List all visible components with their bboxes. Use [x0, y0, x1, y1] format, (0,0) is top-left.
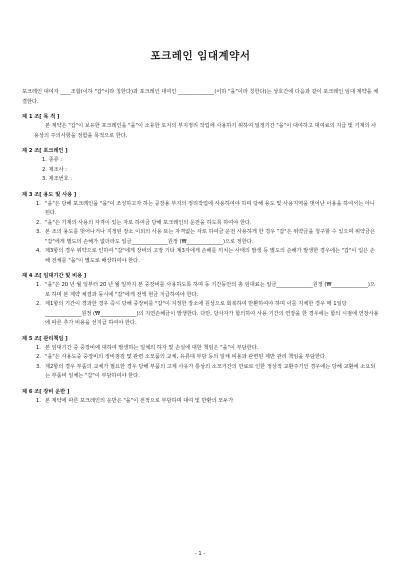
item-number: 1. — [36, 282, 41, 288]
list-item — [22, 397, 379, 407]
item-number: 1. — [36, 397, 41, 404]
page-number: - 1 - — [194, 551, 206, 557]
list-item — [22, 363, 379, 382]
article-4-heading: 제 4 조[ 임대기간 및 비용 ] — [22, 273, 87, 279]
equipment-manufacturer: 2. 제조사 : — [42, 166, 68, 173]
article-3-heading: 제 3 조[ 용도 및 사용 ] — [22, 191, 77, 198]
article-2-heading: 제 2 조[ 포크레인 ] — [22, 148, 68, 154]
article-6-heading: 제 6 조[ 장비 운반 ] — [22, 388, 70, 395]
item-text: 제1항의 기간이 경과한 경우 즉시 당해 중장비를 "갑"이 지정한 장소에 원상으로 회복하여 반환하여야 하며 이를 지체한 경우 매 1일당______________원정 (₩______________)의 지연손해금이 발생한다. 다만, 당사자가 합의하여 사용 기간의 연장을 한 경우에는 합의 시점에 연장사용에 따른 추가 비용을 선지급 하여야 한다. — [45, 301, 379, 326]
item-number: 1. — [36, 344, 41, 351]
item-number: 1. — [36, 200, 41, 207]
item-text: 제2항의 경우 부품의 교체가 필요한 경우 당해 부품의 고제 사유가 통상의 소모기간의 만료로 인한 정상적 교환주기인 경우에는 당해 교환에 소요되는 부품비 일체는 "갑"이 부담하여야 한다. — [45, 363, 376, 379]
item-text: "을"은 사용도중 중장비의 정비점검 및 관련 소모품의 교체, 유류대 부담 등의 일체 비용과 관련된 제반 관리 책임을 부담한다. — [45, 354, 327, 360]
article-1 — [22, 113, 379, 141]
article-5 — [22, 335, 379, 382]
item-number: 4. — [36, 248, 41, 254]
item-text: "을"은 20 년 월 일부터 20 년 월 일까지 본 중장비를 사용하도록 하며 동 기간동안의 총 임대료는 일금______________원정 (₩______________)으로 하며 본 계약 체결과 동시에 "갑"에게 전액 현금 지급하여야 한다. — [45, 282, 375, 298]
list-item — [22, 300, 379, 329]
list-item — [22, 219, 379, 229]
item-text: "을"은 기계의 사용의 자격이 있는 자로 하여금 당해 포크레인의 운전을 하도록 하여야 한다. — [45, 219, 252, 226]
article-5-heading: 제 5 조[ 관리책임 ] — [22, 335, 68, 342]
article-6 — [22, 388, 379, 407]
item-number: 2. — [36, 219, 41, 226]
list-item — [22, 353, 379, 363]
list-item — [22, 200, 379, 219]
list-item — [22, 344, 379, 354]
intro-paragraph: 포크레인 대여자 ____조합(이하 "갑"이라 칭한다)과 포크레인 대여인 ______________(이하 "을"이라 칭한다)는 상호간에 다음과 같이 포크레인 임대 계약을 체결한다. — [22, 89, 379, 105]
article-3 — [22, 191, 379, 267]
article-1-body: 본 계약은 "갑"이 보유한 포크레인을 "을"이 소유한 토지의 부지정리 작업에 사용하기 위하여 일정기간 "을"이 대여하고 대여료의 지급 및 기계의 사용상의 주의사항을 정함을 목적으로 한다. — [34, 123, 377, 139]
item-text: 제3항의 경우 위약으로 인하여 "갑"에게 장비의 고장 기타 제3자에게 손해를 끼치는 사태의 발생 등 별도의 손해가 발생한 경우에는 "갑"이 입은 손해 전체를 "을"이 별도로 배상하여야 한다. — [45, 248, 375, 264]
equipment-serial: 3. 제조번호 : — [42, 176, 73, 182]
list-item — [22, 228, 379, 247]
list-item — [22, 247, 379, 266]
item-text: 본 임대기간 중 중장비에 대하여 발생하는 일체의 하자 및 손실에 대한 책임은 "을"이 부담한다. — [45, 344, 259, 351]
list-item — [22, 281, 379, 300]
item-number: 2. — [36, 301, 41, 307]
item-number: 2. — [36, 354, 41, 360]
article-4 — [22, 272, 379, 329]
item-text: 본 조의 용도를 벗어나거나 지정된 장소 이외의 사용 또는 자격없는 자로 하여금 운전 사용하게 한 경우 "갑"은 위약금을 청구할 수 있으며 위약금은 "갑"에게 별도의 손해가 없더라도 일금______________원정 (₩______________)으로 정한다. — [45, 229, 376, 245]
article-2 — [22, 147, 379, 185]
article-1-heading: 제 1 조[ 목 적 ] — [22, 114, 60, 120]
item-number: 3. — [36, 363, 41, 370]
document-title: 포크레인 임대계약서 — [150, 50, 251, 62]
item-text: 본 계약에 따른 포크레인의 운반은 "을"이 전적으로 부담하며 대여 및 반환의 모두가 — [45, 397, 234, 404]
equipment-type: 1. 종류 : — [42, 157, 63, 163]
item-number: 3. — [36, 229, 41, 235]
item-text: "을"은 당해 포크레인을 "을"이 조성하고자 하는 공장용 부지의 정리작업에 사용하여야 하며 당해 용도 및 사용지역을 벗어난 이용을 하여서는 아니된다. — [45, 200, 375, 216]
